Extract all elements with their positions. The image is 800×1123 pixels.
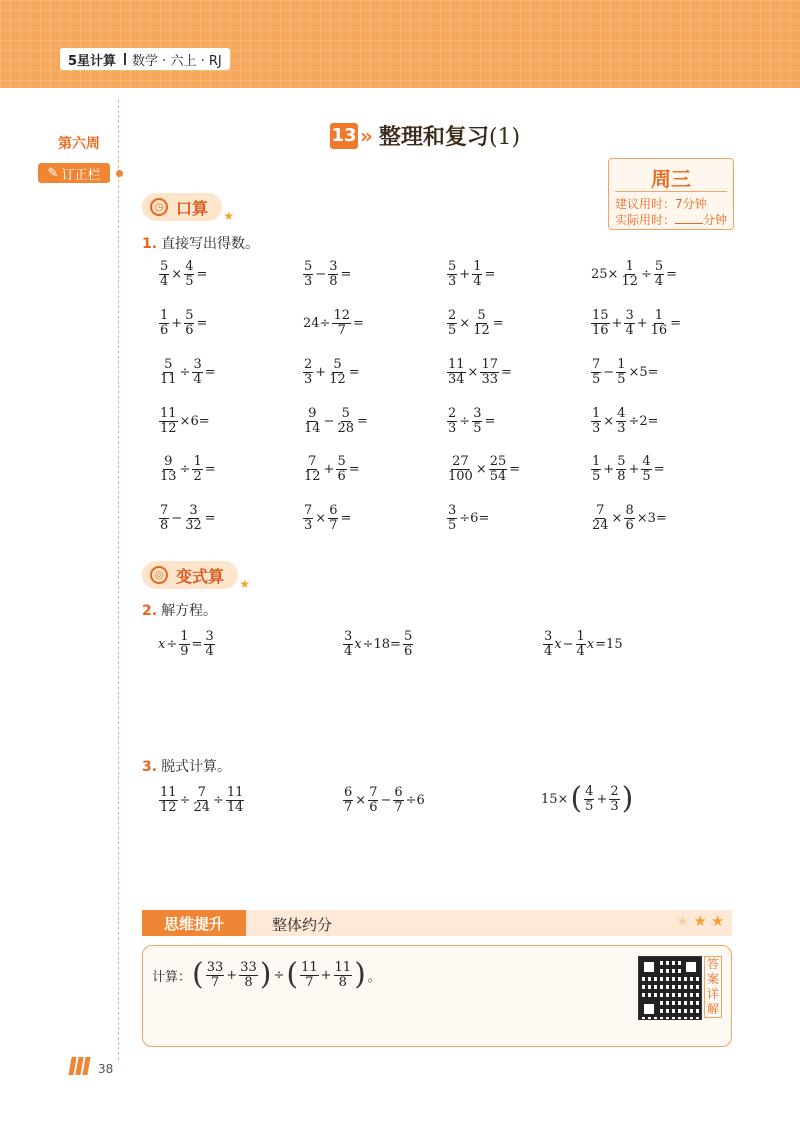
star-icon: ★ (693, 912, 711, 930)
expression: $\frac{11}{12}$ ÷ $\frac{7}{24}$ ÷ $\frac{11}{14}$ (160, 785, 244, 815)
dot-marker (116, 170, 123, 177)
thinking-prefix: 计算： (152, 969, 192, 985)
problem-3 (142, 756, 231, 776)
star-icon: ★ (223, 209, 235, 223)
week-label: 第六周 (58, 136, 100, 152)
target-icon: ◎ (150, 566, 168, 584)
section-oral-label: 口算 (176, 198, 209, 218)
divider (615, 191, 727, 192)
problem-1-number: 1. (142, 236, 158, 252)
section-oral (142, 193, 235, 223)
expression: $\frac{15}{16}$ + $\frac{3}{4}$ + $\frac{1}{16}$ = (592, 308, 682, 338)
lesson-title-bar (330, 120, 520, 151)
star-icon: ★ (710, 912, 729, 930)
header-band (0, 0, 800, 88)
difficulty-stars (676, 912, 728, 930)
chevron-right-icon: » (360, 123, 373, 148)
series-label (60, 48, 230, 70)
actual-time (615, 211, 727, 228)
expression: 24÷ $\frac{12}{7}$ = (303, 308, 364, 338)
lesson-title-text: 整理和复习 (378, 125, 489, 150)
stopwatch-icon: ◷ (150, 198, 168, 216)
thinking-topic: 整体约分 (272, 916, 333, 934)
expression: $\frac{9}{14}$ − $\frac{5}{28}$ = (304, 406, 368, 436)
problem-2-number: 2. (142, 603, 158, 619)
expression: $\frac{5}{11}$ ÷ $\frac{3}{4}$ = (160, 357, 216, 387)
brand-name: 5星计算 (68, 53, 117, 69)
expression: $\frac{7}{3}$ × $\frac{6}{7}$ = (304, 503, 352, 533)
expression: $\frac{5}{3}$ + $\frac{1}{4}$ = (448, 259, 496, 289)
expression: $\frac{1}{6}$ + $\frac{5}{6}$ = (160, 308, 208, 338)
star-icon: ★ (676, 912, 694, 930)
thinking-tag: 思维提升 (142, 910, 246, 936)
problem-2-text: 解方程。 (161, 603, 218, 619)
star-icon: ★ (239, 577, 251, 591)
expression: $\frac{9}{13}$ ÷ $\frac{1}{2}$ = (160, 454, 216, 484)
problem-1 (142, 233, 259, 253)
expression: $\frac{11}{34}$ × $\frac{17}{33}$ = (448, 357, 512, 387)
suggested-time: 建议用时：7分钟 (615, 197, 707, 211)
pencil-icon: ✎ (47, 165, 59, 181)
expression: $\frac{1}{3}$ × $\frac{4}{3}$ ÷2= (592, 406, 659, 436)
expression: 15× ( $\frac{4}{5}$ + $\frac{2}{3}$ ) (541, 781, 634, 816)
equation: $\frac{3}{4}$ x − $\frac{1}{4}$ x =15 (544, 629, 623, 659)
correction-tag (38, 163, 110, 183)
lesson-number: 13 (330, 123, 358, 149)
page-number: 38 (98, 1062, 114, 1076)
expression: $\frac{11}{12}$ ×6= (160, 406, 210, 436)
expression: $\frac{7}{24}$ × $\frac{8}{6}$ ×3= (592, 503, 667, 533)
section-variant (142, 561, 251, 591)
equation: $\frac{3}{4}$ x ÷18= $\frac{5}{6}$ (344, 629, 413, 659)
day-label: 周三 (651, 167, 691, 191)
expression: $\frac{2}{3}$ ÷ $\frac{3}{5}$ = (448, 406, 496, 436)
qr-code-icon[interactable] (638, 956, 702, 1020)
actual-time-blank[interactable] (675, 213, 703, 224)
page-title (379, 120, 520, 151)
expression: $\frac{2}{3}$ + $\frac{5}{12}$ = (304, 357, 360, 387)
section-variant-label: 变式算 (176, 566, 225, 586)
thinking-expression: 计算： ( $\frac{33}{7}$ + $\frac{33}{8}$ ) ÷ ( $\frac{11}{7}$ + $\frac{11}{8}$ ) 。 (152, 957, 381, 992)
expression: $\frac{7}{5}$ − $\frac{1}{5}$ ×5= (592, 357, 659, 387)
actual-time-label: 实际用时： (615, 213, 676, 227)
expression: $\frac{1}{5}$ + $\frac{5}{8}$ + $\frac{4}{5}$ = (592, 454, 665, 484)
problem-1-text: 直接写出得数。 (161, 236, 260, 252)
answer-detail-link[interactable]: 答案详解 (704, 956, 722, 1018)
expression: $\frac{7}{8}$ − $\frac{3}{32}$ = (160, 503, 216, 533)
expression: $\frac{5}{3}$ − $\frac{3}{8}$ = (304, 259, 352, 289)
day-card (608, 158, 734, 230)
expression: $\frac{5}{4}$ × $\frac{4}{5}$ = (160, 259, 208, 289)
expression: $\frac{2}{5}$ × $\frac{5}{12}$ = (448, 308, 504, 338)
divider (124, 53, 126, 65)
books-icon (70, 1057, 91, 1079)
subject-label: 数学 · 六上 · RJ (132, 53, 222, 69)
expression: 25× $\frac{1}{12}$ ÷ $\frac{5}{4}$ = (591, 259, 678, 289)
equation: x ÷ $\frac{1}{9}$ = $\frac{3}{4}$ (158, 629, 214, 659)
problem-3-text: 脱式计算。 (161, 759, 232, 775)
problem-3-number: 3. (142, 759, 158, 775)
correction-label: 订正栏 (61, 167, 101, 183)
expression: $\frac{7}{12}$ + $\frac{5}{6}$ = (304, 454, 360, 484)
expression: $\frac{6}{7}$ × $\frac{7}{6}$ − $\frac{6}{7}$ ÷6 (344, 785, 425, 815)
lesson-part: (1) (488, 125, 521, 150)
margin-line (118, 100, 119, 1060)
actual-time-unit: 分钟 (703, 213, 728, 227)
problem-2 (142, 600, 217, 620)
expression: $\frac{3}{5}$ ÷6= (448, 503, 490, 533)
expression: $\frac{27}{100}$ × $\frac{25}{54}$ = (448, 454, 521, 484)
